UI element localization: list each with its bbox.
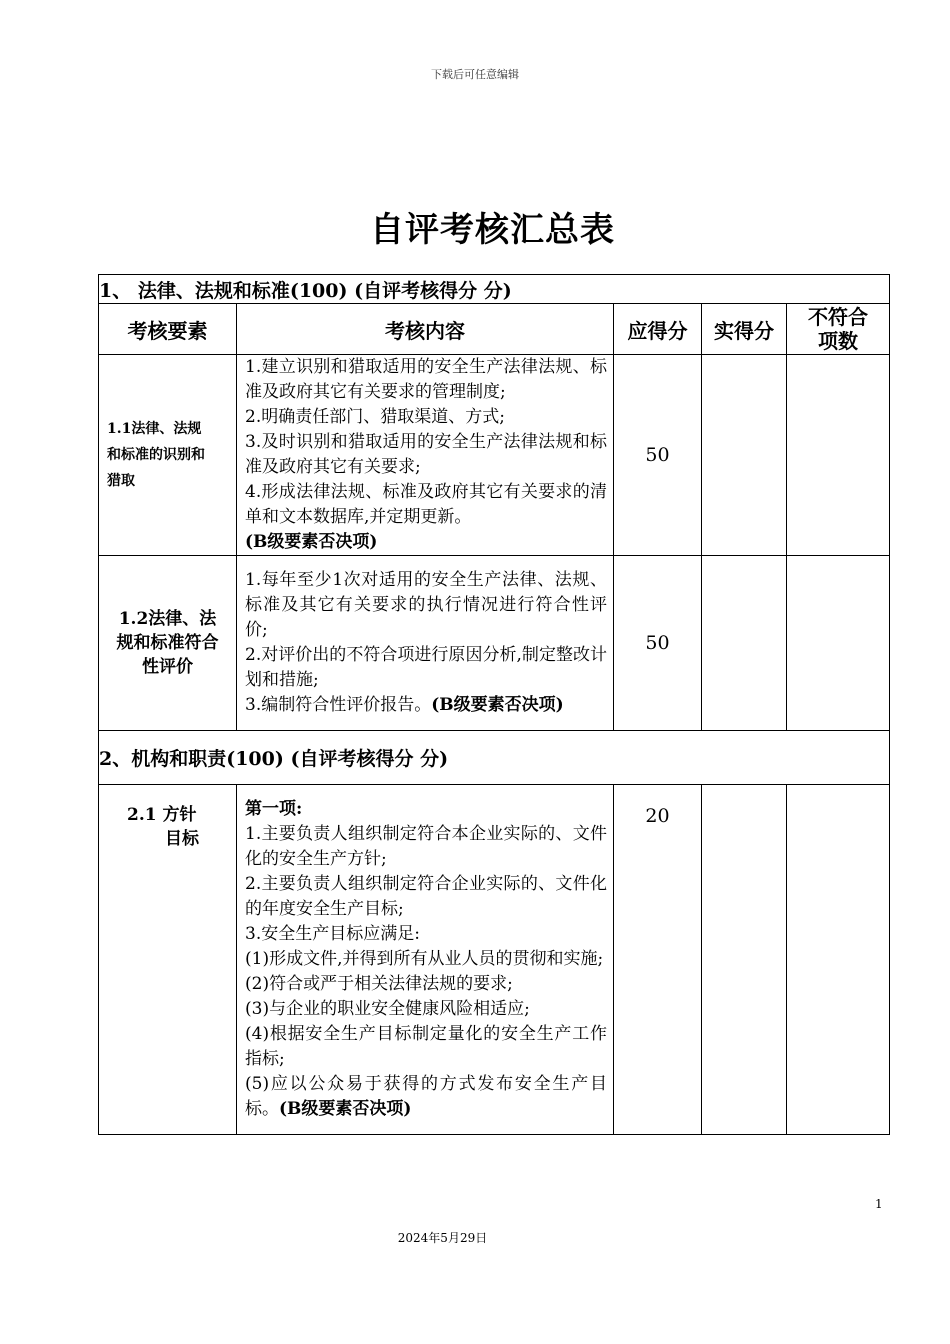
content-line bbox=[245, 1072, 607, 1122]
nonconform-count-cell bbox=[787, 785, 890, 1135]
content-line: 2.对评价出的不符合项进行原因分析,制定整改计划和措施; bbox=[245, 645, 607, 690]
veto-note: (B级要素否决项) bbox=[431, 695, 564, 715]
due-score-cell: 20 bbox=[614, 785, 702, 1135]
content-line: 2.主要负责人组织制定符合企业实际的、文件化的年度安全生产目标; bbox=[245, 874, 607, 919]
table-row bbox=[99, 355, 890, 556]
nonconform-count-cell bbox=[787, 556, 890, 731]
veto-note: (B级要素否决项) bbox=[279, 1099, 412, 1119]
element-line: 目标 bbox=[165, 829, 199, 849]
content-text: 3.编制符合性评价报告。 bbox=[245, 695, 432, 715]
element-cell bbox=[99, 355, 237, 556]
actual-score-cell bbox=[702, 355, 787, 556]
col-actual-header: 实得分 bbox=[702, 304, 787, 355]
content-cell bbox=[237, 556, 614, 731]
content-line bbox=[245, 693, 607, 718]
column-header-row bbox=[99, 304, 890, 355]
content-line: 1.建立识别和猎取适用的安全生产法律法规、标准及政府其它有关要求的管理制度; bbox=[245, 357, 607, 402]
content-line: (1)形成文件,并得到所有从业人员的贯彻和实施; bbox=[245, 949, 604, 969]
section-header-row bbox=[99, 275, 890, 304]
content-line: (4)根据安全生产目标制定量化的安全生产工作指标; bbox=[245, 1024, 607, 1069]
col-nonconform-line2: 项数 bbox=[818, 329, 858, 353]
due-score-cell: 50 bbox=[614, 556, 702, 731]
content-cell bbox=[237, 785, 614, 1135]
content-cell bbox=[237, 355, 614, 556]
element-line: 猎取 bbox=[107, 473, 135, 489]
element-line: 1.2法律、法 bbox=[118, 609, 217, 629]
element-line: 规和标准符合 bbox=[116, 633, 219, 653]
section-header-row bbox=[99, 731, 890, 785]
content-line: 2.明确责任部门、猎取渠道、方式; bbox=[245, 407, 505, 427]
col-element-header: 考核要素 bbox=[99, 304, 237, 355]
document-title: 自评考核汇总表 bbox=[370, 210, 615, 250]
veto-note: (B级要素否决项) bbox=[245, 532, 378, 552]
content-line: (3)与企业的职业安全健康风险相适应; bbox=[245, 999, 530, 1019]
page-number: 1 bbox=[875, 1197, 883, 1211]
content-line: 4.形成法律法规、标准及政府其它有关要求的清单和文本数据库,并定期更新。 bbox=[245, 482, 607, 527]
due-score-cell: 50 bbox=[614, 355, 702, 556]
content-text: (5)应以公众易于获得的方式发布安全生产目标。 bbox=[245, 1074, 607, 1119]
col-due-header: 应得分 bbox=[614, 304, 702, 355]
content-line: (2)符合或严于相关法律法规的要求; bbox=[245, 974, 513, 994]
actual-score-cell bbox=[702, 556, 787, 731]
table-row bbox=[99, 556, 890, 731]
section-2-title: 2、机构和职责(100) (自评考核得分 分) bbox=[99, 731, 890, 785]
element-cell bbox=[99, 785, 237, 1135]
content-line: 1.主要负责人组织制定符合本企业实际的、文件化的安全生产方针; bbox=[245, 824, 607, 869]
assessment-table bbox=[98, 274, 890, 1135]
col-nonconform-line1: 不符合 bbox=[808, 305, 868, 329]
content-line: 3.及时识别和猎取适用的安全生产法律法规和标准及政府其它有关要求; bbox=[245, 432, 607, 477]
element-line: 性评价 bbox=[142, 657, 193, 677]
col-content-header: 考核内容 bbox=[237, 304, 614, 355]
element-line: 1.1法律、法规 bbox=[107, 421, 202, 437]
header-note: 下载后可任意编辑 bbox=[431, 68, 519, 81]
content-line: 3.安全生产目标应满足: bbox=[245, 924, 420, 944]
col-nonconform-header bbox=[787, 304, 890, 355]
actual-score-cell bbox=[702, 785, 787, 1135]
table-row bbox=[99, 785, 890, 1135]
element-line: 和标准的识别和 bbox=[107, 447, 205, 463]
element-line: 2.1 方针 bbox=[127, 805, 197, 825]
element-cell bbox=[99, 556, 237, 731]
section-1-title: 1、 法律、法规和标准(100) (自评考核得分 分) bbox=[99, 275, 890, 304]
content-line: 1.每年至少1次对适用的安全生产法律、法规、标准及其它有关要求的执行情况进行符合性评价; bbox=[245, 570, 607, 640]
footer-date: 2024年5月29日 bbox=[397, 1231, 488, 1245]
nonconform-count-cell bbox=[787, 355, 890, 556]
content-heading: 第一项: bbox=[245, 799, 303, 819]
